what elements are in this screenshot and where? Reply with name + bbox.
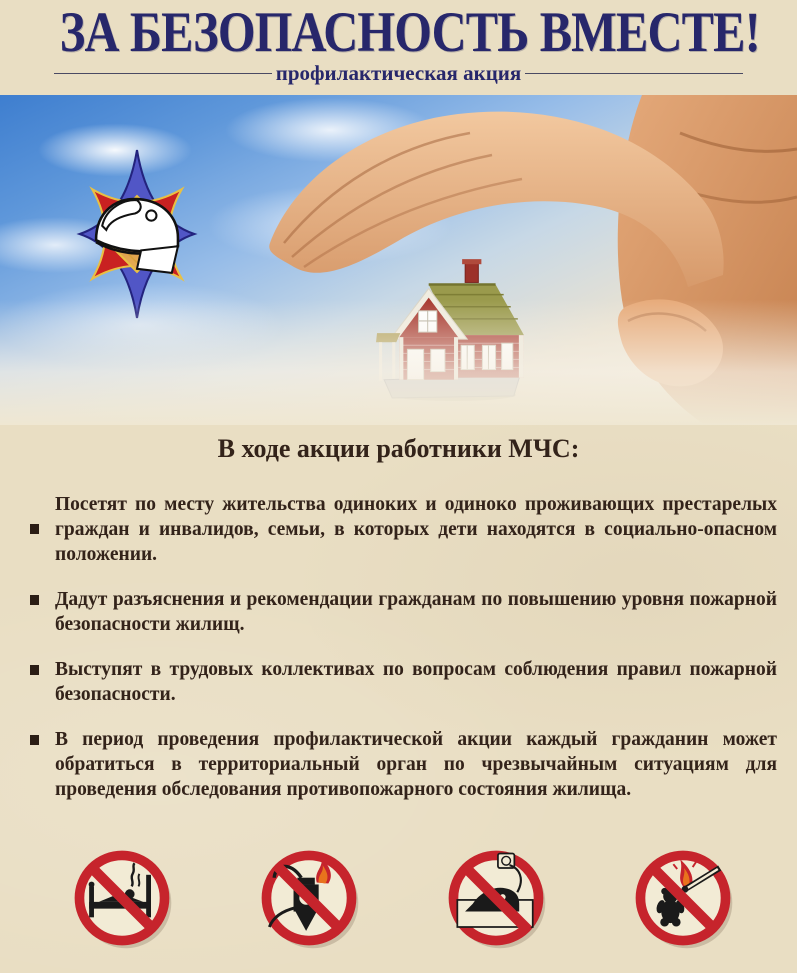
poster-subtitle-row <box>54 61 743 86</box>
bullet-list <box>30 492 777 822</box>
table-surface-fade <box>0 95 797 425</box>
bullet-marker <box>30 524 39 534</box>
bullet-marker <box>30 595 39 605</box>
bullet-text: В период проведения профилактической акции каждый гражданин может обратиться в территориальный орган по чрезвычайным ситуациям для проведения обследования противопожарного состояния жилища. <box>55 729 777 800</box>
poster-subtitle: профилактическая акция <box>275 61 522 85</box>
subtitle-rule-right <box>525 73 743 74</box>
bullet-item <box>30 587 777 637</box>
no-unattended-iron-icon <box>438 840 554 956</box>
bullet-text: Посетят по месту жительства одиноких и одиноко проживающих престарелых граждан и инвалидов, семьи, в которых дети находятся в социально-опасном положении. <box>55 494 777 565</box>
bullet-marker <box>30 665 39 675</box>
prohibition-signs-row <box>0 840 797 965</box>
no-faulty-heating-device-icon <box>251 840 367 956</box>
bullet-item <box>30 727 777 802</box>
no-smoking-in-bed-icon <box>64 840 180 956</box>
no-children-playing-with-matches-icon <box>625 840 741 956</box>
hero-photo <box>0 95 797 425</box>
poster-header <box>0 0 797 95</box>
bullet-text: Выступят в трудовых коллективах по вопросам соблюдения правил пожарной безопасности. <box>55 659 777 705</box>
poster-title: ЗА БЕЗОПАСНОСТЬ ВМЕСТЕ! <box>59 1 760 64</box>
bullet-text: Дадут разъяснения и рекомендации гражданам по повышению уровня пожарной безопасности жилищ. <box>55 589 777 635</box>
bullet-marker <box>30 735 39 745</box>
section-heading: В ходе акции работники МЧС: <box>217 434 580 463</box>
bullet-item <box>30 657 777 707</box>
subtitle-rule-left <box>54 73 272 74</box>
bullet-item <box>30 492 777 567</box>
